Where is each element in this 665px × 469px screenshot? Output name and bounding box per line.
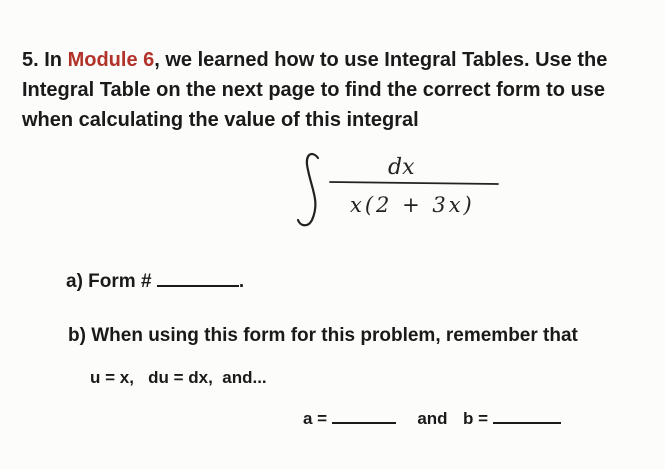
integral-numerator: dx — [388, 155, 415, 180]
module-reference: Module 6 — [67, 49, 155, 71]
question-prefix: 5. In — [22, 49, 68, 71]
handwritten-integral — [290, 140, 520, 240]
part-b-prompt: b) When using this form for this problem, remember that — [68, 325, 578, 346]
form-number-blank[interactable] — [157, 284, 239, 287]
fraction-bar — [330, 182, 498, 184]
question-text — [22, 45, 652, 135]
part-a — [66, 271, 244, 293]
integral-denominator: x(2 + 3x) — [350, 193, 475, 217]
integral-expression — [290, 140, 520, 240]
b-value-blank[interactable] — [493, 421, 561, 424]
part-a-period: . — [238, 271, 245, 292]
a-value-blank[interactable] — [332, 421, 396, 424]
question-body: , we learned how to use Integral Tables. Use the Integral Table on the next page to find the correct form to use when calculating the value of this integral — [22, 49, 608, 131]
part-a-label: a) Form # — [66, 271, 152, 292]
integral-sign — [298, 154, 318, 225]
and-label: and — [417, 409, 448, 428]
a-b-line — [303, 409, 561, 429]
a-label: a = — [303, 409, 328, 428]
b-label: b = — [463, 409, 489, 428]
substitution-text: u = x, du = dx, and... — [90, 368, 267, 387]
